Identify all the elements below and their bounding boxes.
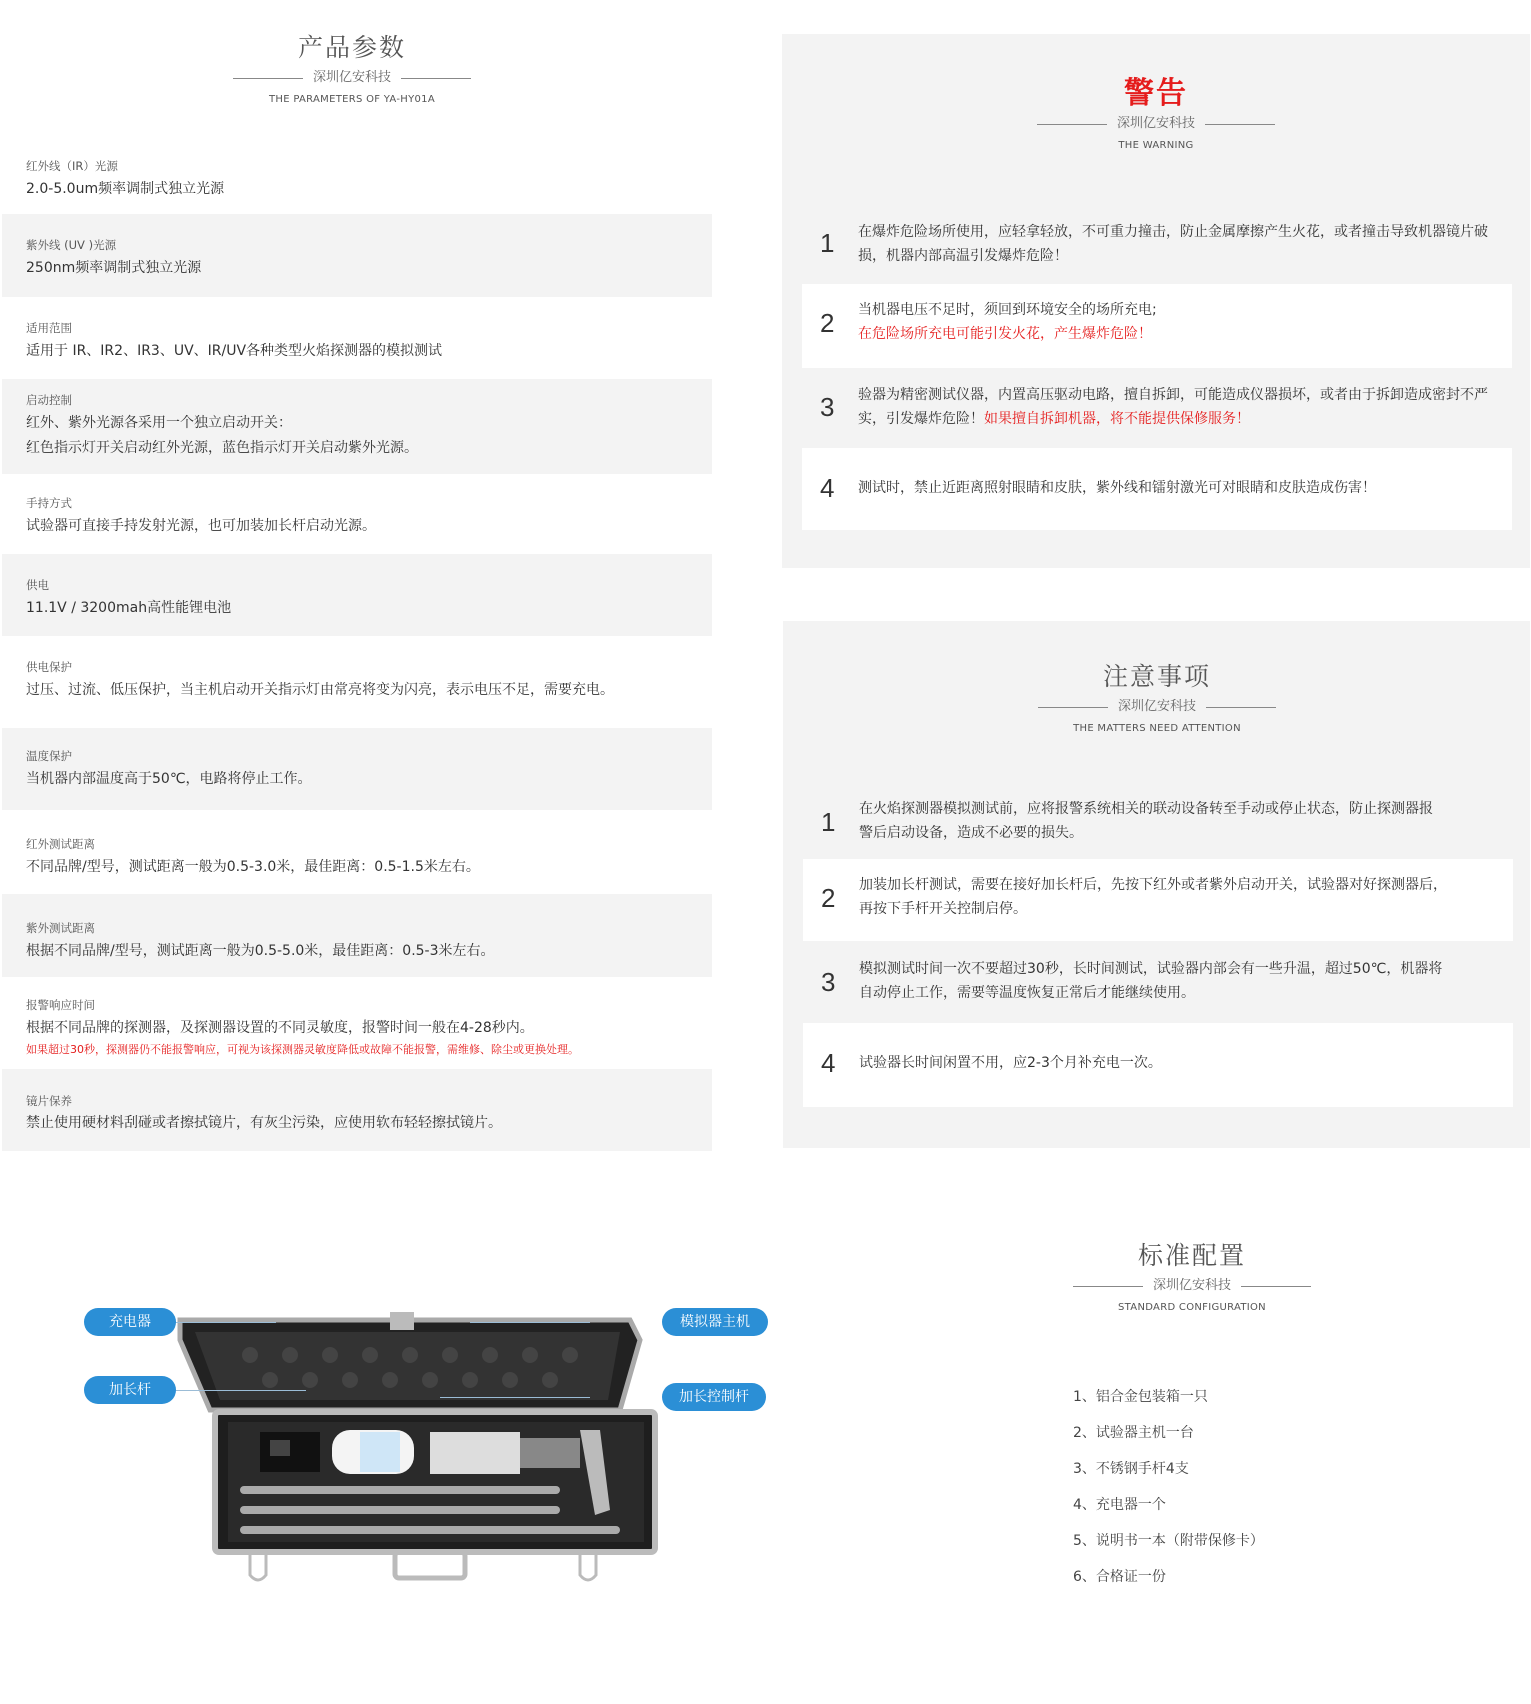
param-label: 报警响应时间 (26, 998, 95, 1012)
param-value: 红外、紫外光源各采用一个独立启动开关： (26, 415, 292, 431)
warning-item-line (858, 407, 1498, 431)
attention-item (803, 1023, 1513, 1107)
warning-item-number: 1 (820, 228, 835, 258)
params-header (222, 32, 482, 105)
warning-item-text (858, 383, 1498, 431)
param-value: 过压、过流、低压保护，当主机启动开关指示灯由常亮将变为闪亮，表示电压不足，需要充电。 (26, 682, 614, 698)
warning-item-line-red: 如果擅自拆卸机器，将不能提供保修服务！ (984, 411, 1250, 427)
params-subtitle-en: THE PARAMETERS OF YA-HY01A (269, 94, 435, 105)
param-label: 红外线（IR）光源 (26, 159, 118, 173)
param-value: 当机器内部温度高于50℃，电路将停止工作。 (26, 771, 312, 787)
param-value: 不同品牌/型号，测试距离一般为0.5-3.0米，最佳距离：0.5-1.5米左右。 (26, 859, 480, 875)
params-company-text: 深圳亿安科技 (312, 70, 391, 85)
param-label: 镜片保养 (26, 1094, 72, 1108)
callout-control-rod: 加长控制杆 (662, 1383, 766, 1411)
param-value-2: 红色指示灯开关启动红外光源，蓝色指示灯开关启动紫外光源。 (26, 440, 418, 456)
attention-company-text: 深圳亿安科技 (1117, 699, 1196, 714)
config-item: 1、铝合金包装箱一只 (1073, 1389, 1208, 1405)
param-value: 禁止使用硬材料刮碰或者擦拭镜片，有灰尘污染，应使用软布轻轻擦拭镜片。 (26, 1115, 502, 1131)
callout-rod: 加长杆 (84, 1376, 176, 1404)
attention-item-number: 3 (821, 967, 836, 997)
config-header (1062, 1240, 1322, 1313)
param-row (2, 810, 712, 894)
attention-item-line: 自动停止工作，需要等温度恢复正常后才能继续使用。 (859, 985, 1195, 1001)
warning-item (802, 368, 1512, 454)
param-warning-note: 如果超过30秒，探测器仍不能报警响应，可视为该探测器灵敏度降低或故障不能报警，需维修、除尘或更换处理。 (26, 1043, 579, 1056)
param-value: 250nm频率调制式独立光源 (26, 260, 202, 276)
attention-item-text (859, 1051, 1499, 1075)
callout-main-unit: 模拟器主机 (662, 1308, 768, 1336)
params-title: 产品参数 (297, 33, 406, 62)
warning-company-text: 深圳亿安科技 (1116, 116, 1195, 131)
attention-item-text (859, 797, 1499, 845)
warning-item-line: 实，引发爆炸危险！ (858, 411, 984, 427)
param-row (2, 894, 712, 977)
attention-item-number: 1 (821, 807, 836, 837)
config-item: 6、合格证一份 (1073, 1569, 1166, 1585)
attention-item-number: 2 (821, 883, 836, 913)
callout-line (166, 1390, 306, 1391)
attention-item-text (859, 873, 1499, 921)
warning-item-line: 在爆炸危险场所使用，应轻拿轻放，不可重力撞击，防止金属摩擦产生火花，或者撞击导致机器镜片破 (858, 224, 1488, 240)
attention-subtitle-en: THE MATTERS NEED ATTENTION (1073, 723, 1241, 734)
config-item: 2、试验器主机一台 (1073, 1425, 1194, 1441)
param-value: 11.1V / 3200mah高性能锂电池 (26, 600, 232, 616)
attention-item (803, 941, 1513, 1027)
callout-line (440, 1397, 590, 1398)
attention-item-line: 在火焰探测器模拟测试前，应将报警系统相关的联动设备转至手动或停止状态，防止探测器报 (859, 801, 1433, 817)
param-value: 2.0-5.0um频率调制式独立光源 (26, 181, 225, 197)
attention-item-line: 警后启动设备，造成不必要的损失。 (859, 825, 1083, 841)
callout-charger: 充电器 (84, 1308, 176, 1336)
warning-company (1026, 114, 1286, 134)
param-value: 适用于 IR、IR2、IR3、UV、IR/UV各种类型火焰探测器的模拟测试 (26, 343, 443, 359)
callout-line (470, 1322, 590, 1323)
warning-subtitle-en: THE WARNING (1118, 140, 1194, 151)
warning-item-line: 验器为精密测试仪器，内置高压驱动电路，擅自拆卸，可能造成仪器损坏，或者由于拆卸造成密封不严 (858, 387, 1488, 403)
config-company-text: 深圳亿安科技 (1152, 1278, 1231, 1293)
warning-header (1026, 78, 1286, 151)
warning-item-line: 损，机器内部高温引发爆炸危险！ (858, 248, 1068, 264)
warning-item-text (858, 220, 1498, 268)
callout-line (166, 1322, 276, 1323)
param-label: 供电 (26, 578, 49, 592)
attention-item-line: 再按下手杆开关控制启停。 (859, 901, 1027, 917)
warning-item-text (858, 476, 1498, 500)
attention-panel (783, 621, 1530, 1148)
warning-panel (782, 34, 1530, 568)
param-label: 紫外线 (UV )光源 (26, 238, 117, 252)
param-row (2, 297, 712, 379)
product-case-illustration (80, 1300, 780, 1590)
param-label: 温度保护 (26, 749, 72, 763)
warning-item-line: 测试时，禁止近距离照射眼睛和皮肤，紫外线和镭射激光可对眼睛和皮肤造成伤害！ (858, 480, 1376, 496)
config-item: 5、说明书一本（附带保修卡） (1073, 1533, 1264, 1549)
param-value: 根据不同品牌的探测器，及探测器设置的不同灵敏度，报警时间一般在4-28秒内。 (26, 1020, 534, 1036)
param-value: 根据不同品牌/型号，测试距离一般为0.5-5.0米，最佳距离：0.5-3米左右。 (26, 943, 495, 959)
attention-item-line: 模拟测试时间一次不要超过30秒，长时间测试，试验器内部会有一些升温，超过50℃，机器将 (859, 961, 1443, 977)
attention-item-line: 加装加长杆测试，需要在接好加长杆后，先按下红外或者紫外启动开关，试验器对好探测器后， (859, 877, 1447, 893)
param-label: 红外测试距离 (26, 837, 95, 851)
attention-item-text (859, 957, 1499, 1005)
attention-item (803, 777, 1513, 865)
param-label: 供电保护 (26, 660, 72, 674)
param-value: 试验器可直接手持发射光源，也可加装加长杆启动光源。 (26, 518, 376, 534)
param-label: 手持方式 (26, 496, 72, 510)
config-company (1062, 1276, 1322, 1296)
warning-item-number: 2 (820, 308, 835, 338)
param-row (2, 379, 712, 474)
warning-item-text (858, 298, 1498, 346)
param-row (2, 214, 712, 297)
warning-item-number: 3 (820, 392, 835, 422)
attention-company (1027, 697, 1287, 717)
attention-header (1027, 661, 1287, 734)
config-subtitle-en: STANDARD CONFIGURATION (1118, 1302, 1266, 1313)
param-row (2, 138, 712, 214)
param-row (2, 977, 712, 1069)
attention-item (803, 859, 1513, 941)
warning-item-number: 4 (820, 473, 835, 503)
param-row (2, 636, 712, 728)
warning-item-line-red: 在危险场所充电可能引发火花，产生爆炸危险！ (858, 326, 1152, 342)
config-item: 4、充电器一个 (1073, 1497, 1166, 1513)
warning-title: 警告 (1124, 76, 1188, 111)
attention-item-number: 4 (821, 1048, 836, 1078)
config-item: 3、不锈钢手杆4支 (1073, 1461, 1189, 1477)
warning-item-line: 当机器电压不足时，须回到环境安全的场所充电; (858, 302, 1157, 318)
param-label: 启动控制 (26, 393, 72, 407)
param-row (2, 728, 712, 810)
attention-item-line: 试验器长时间闲置不用，应2-3个月补充电一次。 (859, 1055, 1162, 1071)
params-company (222, 68, 482, 88)
param-row (2, 554, 712, 636)
warning-item (802, 198, 1512, 290)
param-row (2, 1069, 712, 1151)
product-photo (80, 1300, 780, 1590)
param-label: 适用范围 (26, 321, 72, 335)
param-row (2, 474, 712, 554)
warning-item (802, 448, 1512, 530)
config-title: 标准配置 (1137, 1241, 1246, 1270)
attention-title: 注意事项 (1102, 662, 1211, 691)
warning-item (802, 284, 1512, 368)
param-label: 紫外测试距离 (26, 921, 95, 935)
